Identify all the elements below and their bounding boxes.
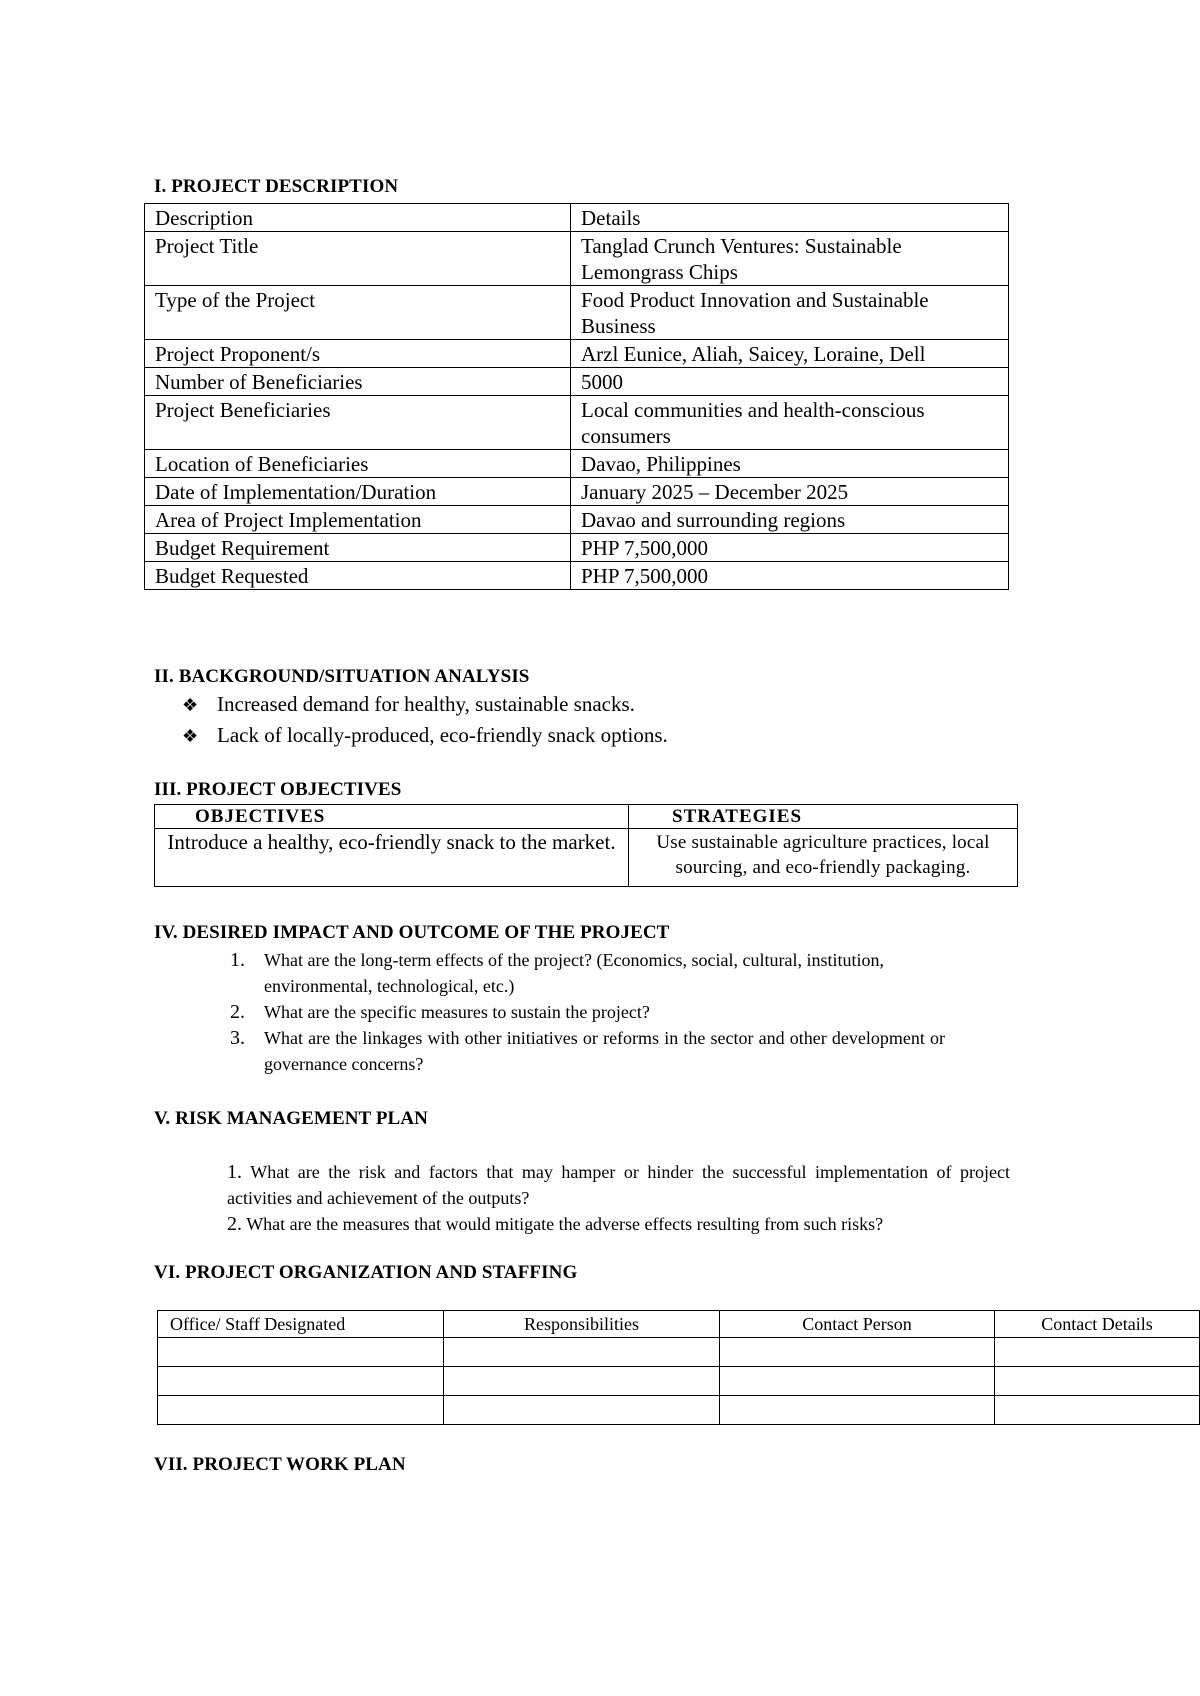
item-number: 1. (230, 949, 245, 971)
row-value: Food Product Innovation and Sustainable Business (571, 286, 1009, 340)
section-5-heading: V. RISK MANAGEMENT PLAN (154, 1108, 428, 1129)
empty-cell (444, 1396, 720, 1425)
header-details: Details (571, 204, 1009, 232)
empty-cell (995, 1338, 1200, 1367)
table-row (145, 396, 1009, 450)
table-row (145, 232, 1009, 286)
list-item (182, 720, 668, 751)
table-row (158, 1367, 1200, 1396)
item-number: 3. (230, 1027, 245, 1049)
row-value: PHP 7,500,000 (571, 534, 1009, 562)
section-6-heading: VI. PROJECT ORGANIZATION AND STAFFING (154, 1262, 578, 1283)
table-header-row (158, 1311, 1200, 1338)
list-item (230, 999, 945, 1025)
bullet-text: Increased demand for healthy, sustainable snacks. (217, 692, 635, 716)
table-header-row (155, 805, 1018, 829)
header-objectives: OBJECTIVES (155, 805, 629, 829)
row-value: January 2025 – December 2025 (571, 478, 1009, 506)
section-2-heading: II. BACKGROUND/SITUATION ANALYSIS (154, 666, 530, 687)
background-bullet-list (182, 689, 668, 751)
table-row (145, 450, 1009, 478)
row-label: Project Proponent/s (145, 340, 571, 368)
row-label: Date of Implementation/Duration (145, 478, 571, 506)
table-row (145, 478, 1009, 506)
row-value: PHP 7,500,000 (571, 562, 1009, 590)
row-value: Davao, Philippines (571, 450, 1009, 478)
table-row (145, 340, 1009, 368)
list-item (227, 1211, 1010, 1237)
empty-cell (158, 1396, 444, 1425)
empty-cell (444, 1367, 720, 1396)
empty-cell (444, 1338, 720, 1367)
risk-question-list (227, 1159, 1010, 1237)
strategy-cell: Use sustainable agriculture practices, local sourcing, and eco-friendly packaging. (629, 829, 1018, 887)
empty-cell (720, 1338, 995, 1367)
table-row (158, 1396, 1200, 1425)
empty-cell (995, 1396, 1200, 1425)
item-text: What are the long-term effects of the project? (Economics, social, cultural, institution, environmental, technological, etc.) (264, 950, 884, 996)
header-strategies: STRATEGIES (629, 805, 1018, 829)
list-item (227, 1159, 1010, 1211)
row-value: Davao and surrounding regions (571, 506, 1009, 534)
row-value: 5000 (571, 368, 1009, 396)
list-item (230, 947, 945, 999)
row-value: Arzl Eunice, Aliah, Saicey, Loraine, Dell (571, 340, 1009, 368)
staffing-table (157, 1310, 1200, 1425)
empty-cell (720, 1396, 995, 1425)
header-office-staff: Office/ Staff Designated (158, 1311, 444, 1338)
empty-cell (158, 1338, 444, 1367)
objectives-table (154, 804, 1018, 887)
project-description-table (144, 203, 1009, 590)
row-label: Number of Beneficiaries (145, 368, 571, 396)
table-header-row (145, 204, 1009, 232)
row-label: Budget Requirement (145, 534, 571, 562)
header-description: Description (145, 204, 571, 232)
empty-cell (995, 1367, 1200, 1396)
objective-cell: Introduce a healthy, eco-friendly snack to the market. (155, 829, 629, 887)
table-row (145, 534, 1009, 562)
table-row (158, 1338, 1200, 1367)
table-row (145, 506, 1009, 534)
section-1-heading: I. PROJECT DESCRIPTION (154, 176, 399, 197)
row-value: Tanglad Crunch Ventures: Sustainable Lemongrass Chips (571, 232, 1009, 286)
table-row (155, 829, 1018, 887)
section-4-heading: IV. DESIRED IMPACT AND OUTCOME OF THE PROJECT (154, 922, 670, 943)
item-text: What are the linkages with other initiatives or reforms in the sector and other development or governance concerns? (264, 1028, 945, 1074)
row-label: Project Title (145, 232, 571, 286)
section-7-heading: VII. PROJECT WORK PLAN (154, 1454, 406, 1475)
list-item (230, 1025, 945, 1077)
diamond-bullet-icon: ❖ (182, 695, 199, 715)
row-label: Budget Requested (145, 562, 571, 590)
item-text: What are the specific measures to sustain the project? (264, 1002, 650, 1022)
diamond-bullet-icon: ❖ (182, 726, 199, 746)
header-contact-details: Contact Details (995, 1311, 1200, 1338)
empty-cell (720, 1367, 995, 1396)
impact-question-list (230, 947, 945, 1077)
header-contact-person: Contact Person (720, 1311, 995, 1338)
bullet-text: Lack of locally-produced, eco-friendly snack options. (217, 723, 668, 747)
list-item (182, 689, 668, 720)
row-label: Area of Project Implementation (145, 506, 571, 534)
header-responsibilities: Responsibilities (444, 1311, 720, 1338)
item-number: 2. (227, 1213, 242, 1235)
item-number: 2. (230, 1001, 245, 1023)
row-label: Location of Beneficiaries (145, 450, 571, 478)
empty-cell (158, 1367, 444, 1396)
section-3-heading: III. PROJECT OBJECTIVES (154, 779, 402, 800)
row-value: Local communities and health-conscious consumers (571, 396, 1009, 450)
table-row (145, 562, 1009, 590)
table-row (145, 286, 1009, 340)
row-label: Project Beneficiaries (145, 396, 571, 450)
table-row (145, 368, 1009, 396)
item-number: 1. (227, 1161, 242, 1183)
item-text: What are the measures that would mitigate the adverse effects resulting from such risks? (246, 1214, 884, 1234)
row-label: Type of the Project (145, 286, 571, 340)
item-text: What are the risk and factors that may hamper or hinder the successful implementation of project activities and achievement of the outputs? (227, 1162, 1010, 1208)
